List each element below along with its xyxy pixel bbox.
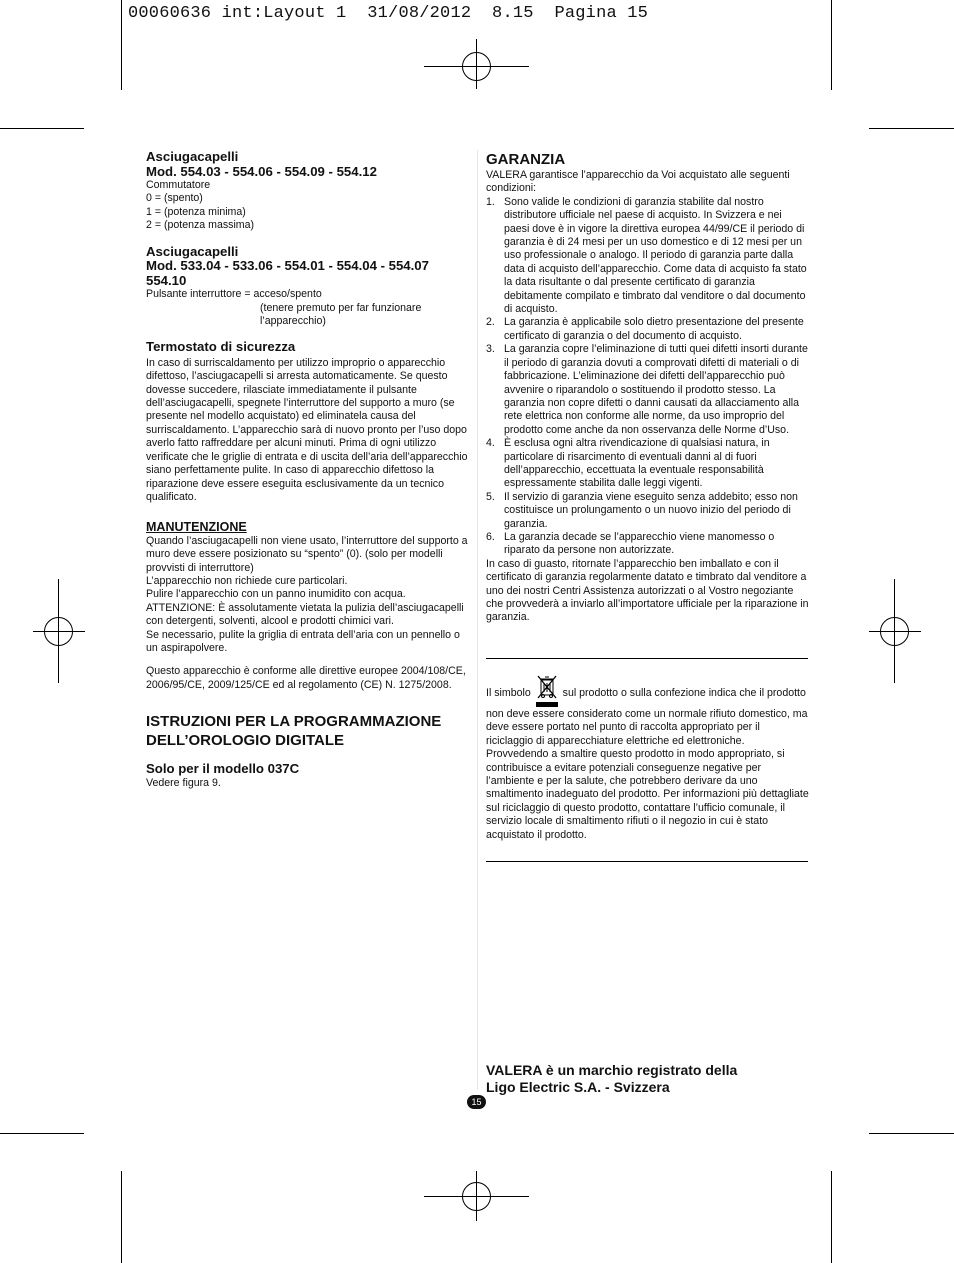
- separator-line: [486, 861, 808, 862]
- crop-mark: [869, 128, 954, 129]
- registration-mark: [462, 52, 491, 81]
- section-title: GARANZIA: [486, 151, 566, 168]
- text-line: l’apparecchio): [260, 314, 326, 327]
- page-number-badge: 15: [467, 1095, 486, 1109]
- text-line: Pulsante interruttore = acceso/spento: [146, 288, 322, 301]
- registration-mark: [462, 1182, 491, 1211]
- model-numbers: Mod. 554.03 - 554.06 - 554.09 - 554.12: [146, 163, 377, 179]
- text-line: Commutatore: [146, 179, 211, 191]
- crop-mark: [0, 1133, 84, 1134]
- text-line: Vedere figura 9.: [146, 776, 221, 789]
- right-column: [486, 150, 809, 625]
- crop-mark: [121, 0, 122, 90]
- list-item: 5. Il servizio di garanzia viene eseguito senza addebito; esso non costituisce un prolungamento o un nuovo inizio del periodo di garanzia.: [486, 490, 798, 530]
- text-line: (tenere premuto per far funzionare: [260, 301, 422, 314]
- text-line: 0 = (spento): [146, 192, 203, 205]
- paragraph: Pulire l’apparecchio con un panno inumidito con acqua.: [146, 588, 406, 601]
- paragraph: Questo apparecchio è conforme alle direttive europee 2004/108/CE, 2006/95/CE, 2009/125/CE ed al regolamento (CE) N. 1275/2008.: [146, 665, 466, 691]
- text-line: 2 = (potenza massima): [146, 219, 255, 232]
- weee-bin-icon: [536, 674, 558, 708]
- warranty-list: [486, 196, 809, 558]
- list-item: 2. La garanzia è applicabile solo dietro presentazione del presente certificato di garanzia o del documento di acquisto.: [486, 316, 804, 342]
- separator-line: [486, 658, 808, 659]
- list-item: 6. La garanzia decade se l’apparecchio viene manomesso o riparato da persone non autorizzate.: [486, 530, 775, 557]
- weee-notice: [486, 674, 809, 842]
- section-title: ISTRUZIONI PER LA PROGRAMMAZIONE DELL’OROLOGIO DIGITALE: [146, 713, 442, 750]
- column-divider: [477, 150, 478, 1090]
- paragraph: ATTENZIONE: È assolutamente vietata la pulizia dell’asciugacapelli con detergenti, solventi, alcool e prodotti chimici vari.: [146, 601, 464, 628]
- section-title: MANUTENZIONE: [146, 520, 247, 535]
- registration-mark: [880, 617, 909, 646]
- crop-mark: [869, 1133, 954, 1134]
- list-item: 4. È esclusa ogni altra rivendicazione di qualsiasi natura, in particolare di risarcimento di eventuali danni al di fuori dell’apparecchio, eccettuata la eventuale responsabilità espressamente stabilita dalle leggi vigenti.: [486, 437, 770, 490]
- section-title: Asciugacapelli: [146, 149, 239, 164]
- paragraph: VALERA garantisce l’apparecchio da Voi acquistato alle seguenti condizioni:: [486, 169, 790, 195]
- section-title: Termostato di sicurezza: [146, 339, 296, 355]
- paragraph: In caso di guasto, ritornate l’apparecchio ben imballato e con il certificato di garanzia regolarmente datato e timbrato dal venditore a uno dei nostri Centri Assistenza autorizzati o al Vostro negoziante che provvederà a inviarlo all’importatore ufficiale per la riparazione in garanzia.: [486, 557, 809, 624]
- crop-mark: [0, 128, 84, 129]
- crop-mark: [831, 0, 832, 90]
- left-column: [146, 150, 468, 790]
- model-numbers: 554.10: [146, 272, 187, 288]
- paragraph: Quando l’asciugacapelli non viene usato, l’interruttore del supporto a muro deve essere posizionato su “spento” (0). (solo per modelli provvisti di interruttore): [146, 534, 468, 574]
- crop-mark: [831, 1171, 832, 1263]
- text-line: 1 = (potenza minima): [146, 205, 246, 218]
- crop-mark: [121, 1171, 122, 1263]
- paragraph: L’apparecchio non richiede cure particolari.: [146, 574, 348, 587]
- registration-mark: [44, 617, 73, 646]
- model-numbers: Mod. 533.04 - 533.06 - 554.01 - 554.04 - 554.07: [146, 258, 429, 274]
- section-title: Asciugacapelli: [146, 243, 239, 259]
- section-subtitle: Solo per il modello 037C: [146, 761, 300, 777]
- paragraph: In caso di surriscaldamento per utilizzo improprio o apparecchio difettoso, l’asciugacapelli si arresta automaticamente. Se questo dovesse succedere, rilasciate immediatamente il pulsante dell’asciugacapelli, spegnete l’interruttore del supporto a muro (se presente nel modello acquistato) ed eliminatela causa del surriscaldamento. L’apparecchio sarà di nuovo pronto per l’uso dopo averlo fatto raffreddare per alcuni minuti. Prima di ogni utilizzo verificate che le griglie di entrata e di uscita dell’aria dell’apparecchio siano perfettamente pulite. In caso di apparecchio difettoso la riparazione deve essere eseguita esclusivamente da un tecnico qualificato.: [146, 356, 468, 503]
- trademark-notice: VALERA è un marchio registrato della Ligo Electric S.A. - Svizzera: [486, 1062, 738, 1095]
- list-item: 1. Sono valide le condizioni di garanzia stabilite dal nostro distributore ufficiale nel paese di acquisto. In Svizzera e nei paesi dove è in vigore la direttiva europea 44/99/CE il periodo di garanzia è di 24 mesi per un uso domestico e di 12 mesi per un uso professionale o analogo. Il periodo di garanzia parte dalla data di acquisto dell’apparecchio. Come data di acquisto fa stato la data risultante o dal presente certificato di garanzia debitamente compilato e timbrato dal venditore o dal documento di acquisto.: [486, 195, 807, 316]
- list-item: 3. La garanzia copre l’eliminazione di tutti quei difetti insorti durante il periodo di garanzia dovuti a comprovati difetti di materiali o di fabbricazione. L’eliminazione dei difetti dell’apparecchio può avvenire o riparandolo o sostituendo il prodotto stesso. La garanzia non copre difetti o danni causati da allacciamento alla rete elettrica non conforme alle norme, da uso improprio del prodotto come anche da non osservanza delle Norme d’Uso.: [486, 343, 808, 436]
- paragraph: Il simbolo sul prodotto o sulla confezione indica che il prodotto non deve essere considerato come un normale rifiuto domestico, ma deve essere portato nel punto di raccolta appropriato per il riciclaggio di apparecchiature elettriche ed elettroniche. Provvedendo a smaltire questo prodotto in modo appropriato, si contribuisce a evitare potenziali conseguenze negative per l’ambiente e per la salute, che potrebbero derivare da uno smaltimento inadeguato del prodotto. Per informazioni più dettagliate sul riciclaggio di questo prodotto, contattare l’ufficio comunale, il servizio locale di smaltimento rifiuti o il negozio in cui è stato acquistato il prodotto.: [486, 674, 809, 842]
- paragraph: Se necessario, pulite la griglia di entrata dell’aria con un pennello o un aspirapolvere.: [146, 628, 460, 654]
- print-header: 00060636 int:Layout 1 31/08/2012 8.15 Pagina 15: [128, 4, 649, 23]
